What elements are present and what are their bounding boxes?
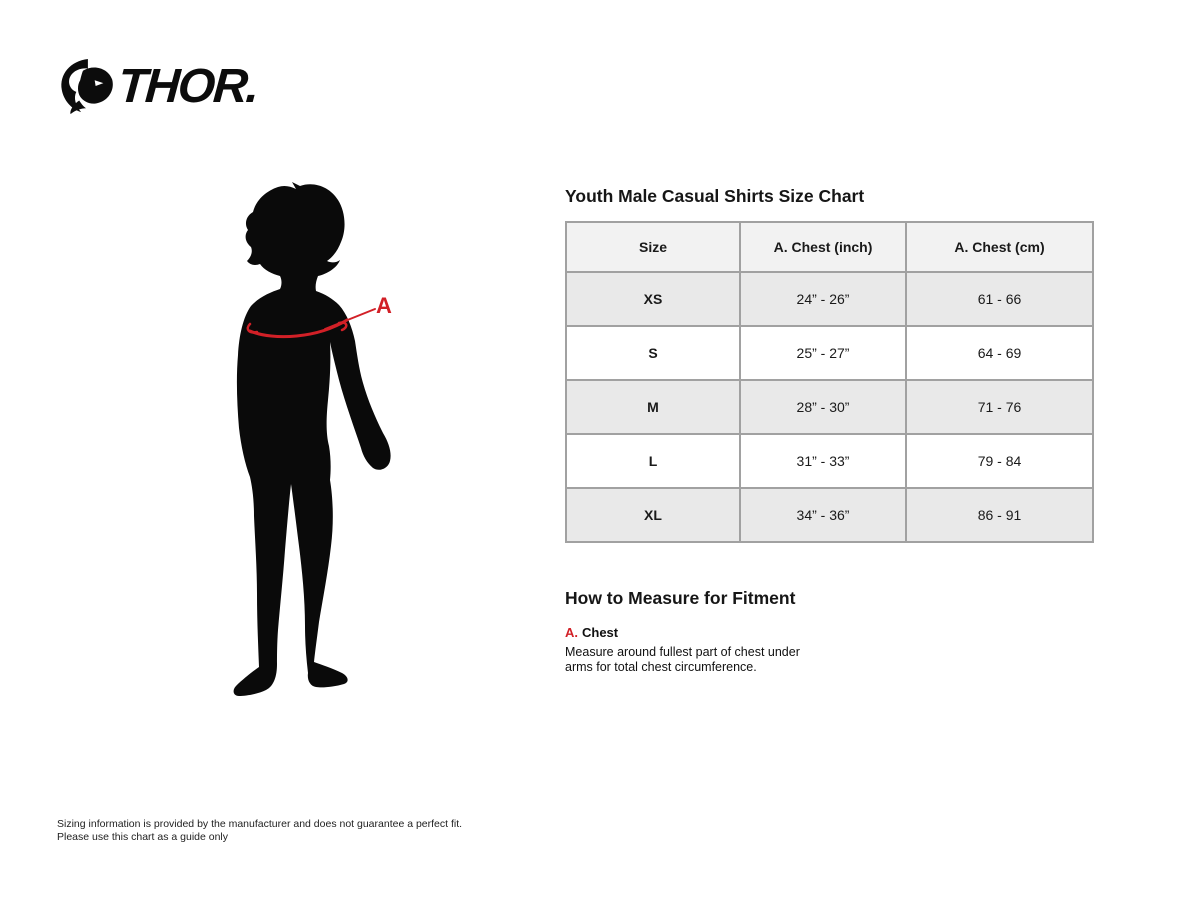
size-chart-title: Youth Male Casual Shirts Size Chart bbox=[565, 186, 865, 206]
column-header-chest-cm: A. Chest (cm) bbox=[906, 222, 1093, 272]
annotation-label-a: A bbox=[376, 293, 392, 318]
chest-inch-cell: 28” - 30” bbox=[740, 380, 906, 434]
brand-name: THOR. bbox=[116, 60, 260, 113]
table-row bbox=[566, 326, 1093, 380]
size-cell: L bbox=[566, 434, 740, 488]
table-header-row bbox=[566, 222, 1093, 272]
measure-guide-section bbox=[565, 588, 895, 676]
measure-item-title bbox=[565, 625, 895, 640]
thor-goat-icon bbox=[56, 58, 114, 116]
chest-inch-cell: 24” - 26” bbox=[740, 272, 906, 326]
measure-description: Measure around fullest part of chest under arms for total chest circumference. bbox=[565, 645, 800, 675]
child-silhouette bbox=[234, 182, 391, 696]
chest-cm-cell: 64 - 69 bbox=[906, 326, 1093, 380]
table-row bbox=[566, 488, 1093, 542]
chest-cm-cell: 86 - 91 bbox=[906, 488, 1093, 542]
chest-inch-cell: 31” - 33” bbox=[740, 434, 906, 488]
measure-label: Chest bbox=[582, 625, 619, 640]
chest-inch-cell: 34” - 36” bbox=[740, 488, 906, 542]
table-row bbox=[566, 272, 1093, 326]
size-cell: XS bbox=[566, 272, 740, 326]
size-cell: S bbox=[566, 326, 740, 380]
chest-inch-cell: 25” - 27” bbox=[740, 326, 906, 380]
size-chart-table bbox=[565, 221, 1094, 543]
chest-cm-cell: 79 - 84 bbox=[906, 434, 1093, 488]
measure-key: A. bbox=[565, 625, 578, 640]
disclaimer bbox=[57, 818, 462, 843]
measurement-figure bbox=[226, 180, 406, 710]
disclaimer-line-2: Please use this chart as a guide only bbox=[57, 830, 229, 843]
column-header-size: Size bbox=[566, 222, 740, 272]
table-row bbox=[566, 434, 1093, 488]
measure-guide-heading: How to Measure for Fitment bbox=[565, 588, 796, 608]
chest-cm-cell: 61 - 66 bbox=[906, 272, 1093, 326]
table-row bbox=[566, 380, 1093, 434]
column-header-chest-inch: A. Chest (inch) bbox=[740, 222, 906, 272]
figure-svg bbox=[226, 180, 406, 710]
size-cell: XL bbox=[566, 488, 740, 542]
brand-logo bbox=[56, 58, 260, 116]
size-cell: M bbox=[566, 380, 740, 434]
disclaimer-line-1: Sizing information is provided by the manufacturer and does not guarantee a perfect fit. bbox=[57, 818, 463, 830]
chest-cm-cell: 71 - 76 bbox=[906, 380, 1093, 434]
size-chart-section bbox=[565, 186, 1092, 543]
measure-item-chest bbox=[565, 625, 895, 676]
